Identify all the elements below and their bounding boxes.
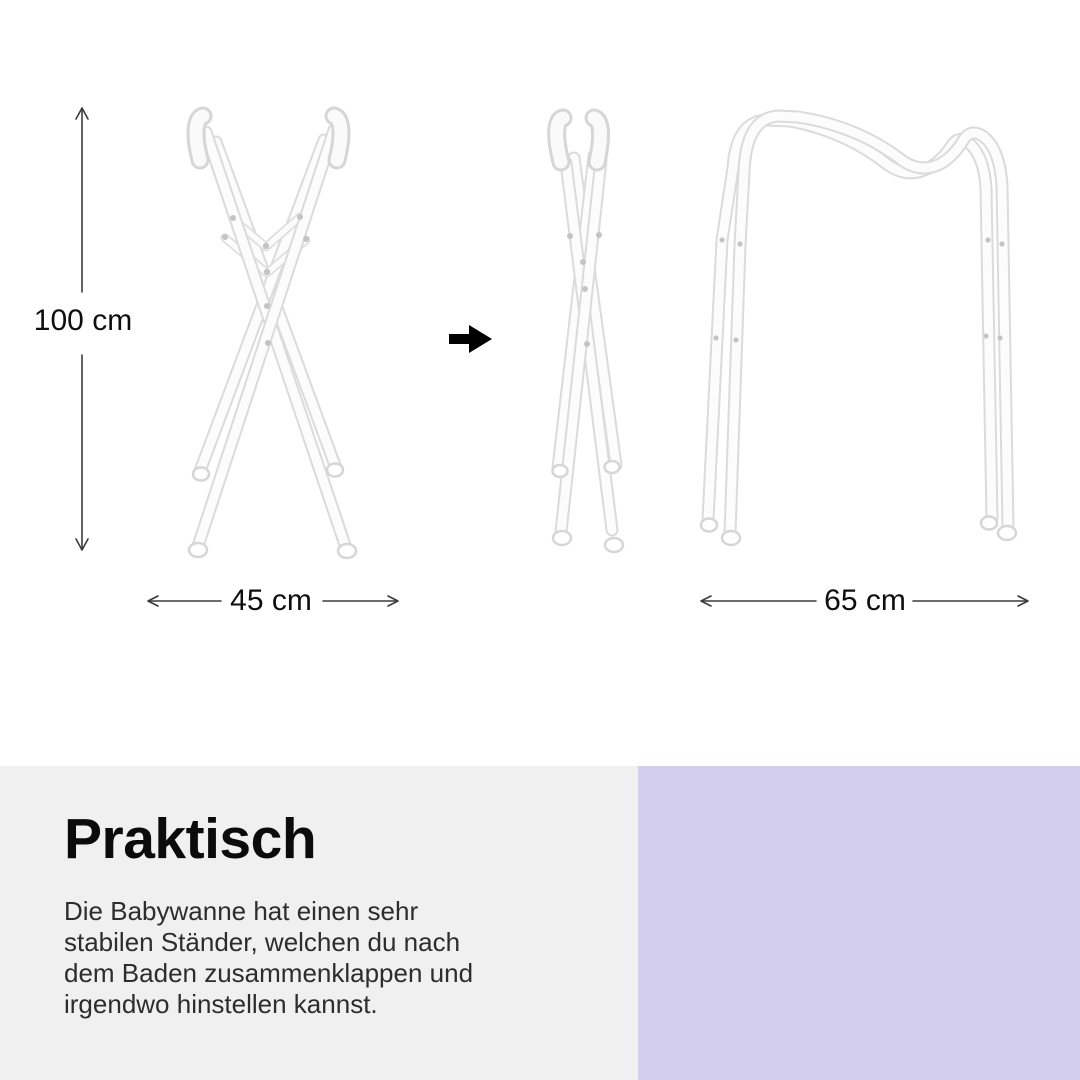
info-body-line: dem Baden zusammenklappen und xyxy=(64,958,474,988)
width-open-dimension-label: 45 cm xyxy=(230,584,312,617)
transform-right-arrow-icon xyxy=(449,325,492,353)
accent-color-block xyxy=(638,766,1080,1080)
stand-folded-illustration xyxy=(553,118,624,552)
info-body-text xyxy=(64,896,473,1020)
stand-side-feet xyxy=(701,517,1016,546)
info-heading: Praktisch xyxy=(64,807,317,871)
stand-side-illustration xyxy=(701,116,1016,545)
info-panel xyxy=(0,766,638,1080)
stand-open-illustration xyxy=(189,116,356,558)
width-side-dimension-label: 65 cm xyxy=(824,584,906,617)
height-dimension-label: 100 cm xyxy=(33,304,133,337)
info-body-line: stabilen Ständer, welchen du nach xyxy=(64,927,461,957)
info-body-line: irgendwo hinstellen kannst. xyxy=(64,989,378,1019)
info-body-line: Die Babywanne hat einen sehr xyxy=(64,896,419,926)
stand-side-hinge-rivets xyxy=(713,237,1004,342)
